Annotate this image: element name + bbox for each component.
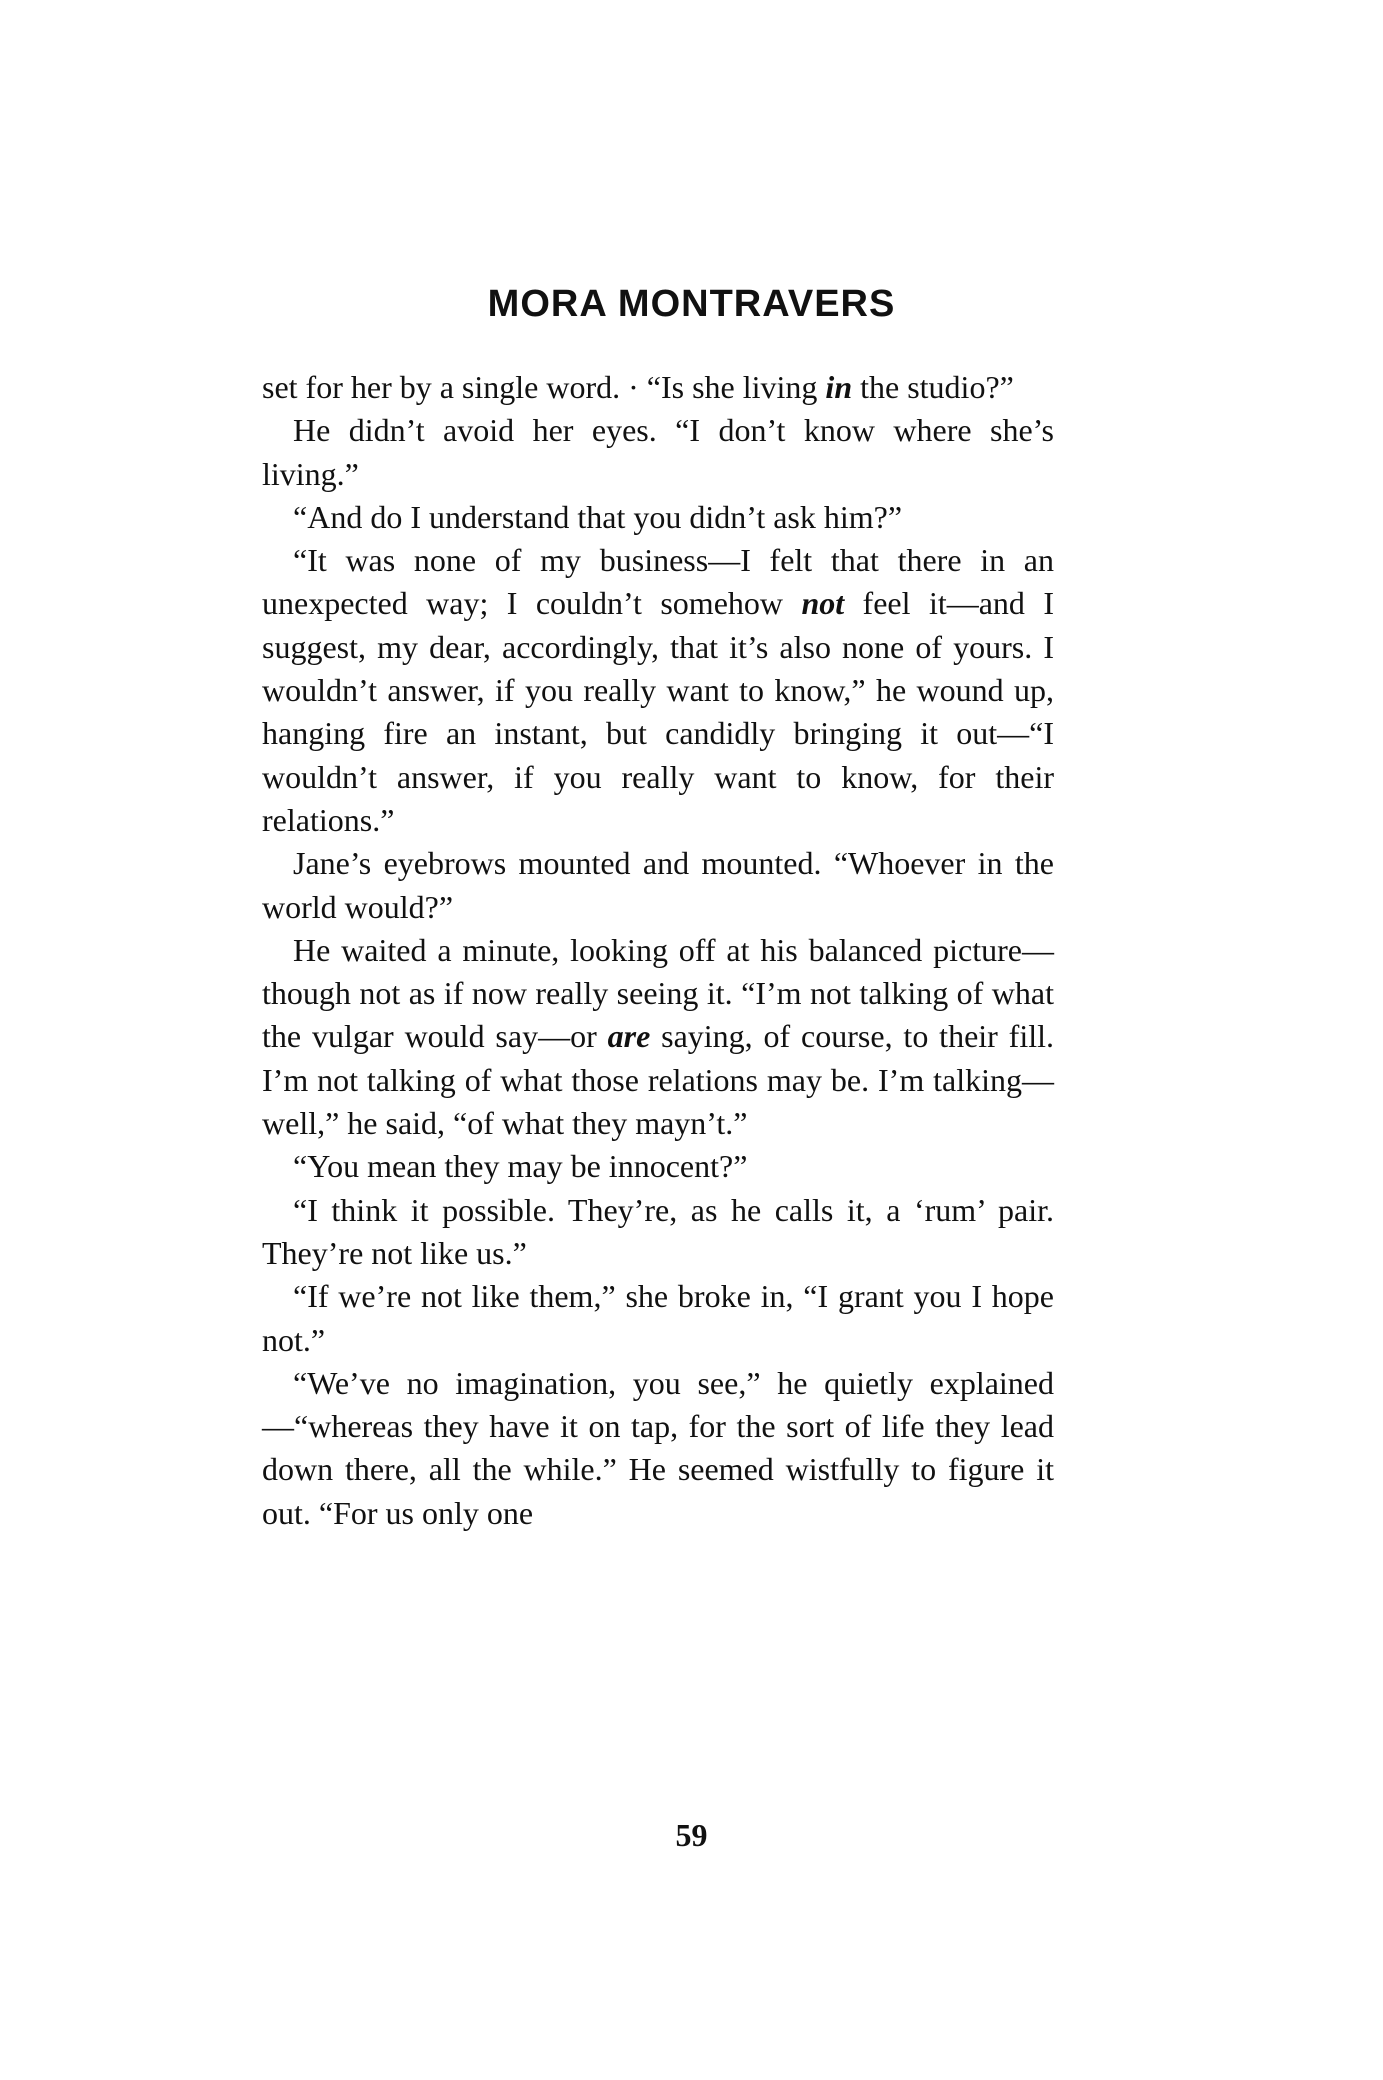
- paragraph: [262, 409, 1054, 496]
- paragraph: [262, 1275, 1054, 1362]
- paragraph: [262, 929, 1054, 1145]
- italic-run: not: [801, 585, 845, 622]
- text-run: set for her by a single word. · “Is she living: [262, 369, 826, 405]
- text-run: saying, of course, to their fill. I’m not talking of what those relations may be. I’m talking—well,” he said, “of what they mayn’t.”: [262, 1018, 1055, 1142]
- paragraph: [262, 366, 1054, 409]
- text-run: He waited a minute, looking off at his balanced picture—though not as if now really seeing it. “I’m not talking of what the vulgar would say—or: [262, 931, 1054, 1055]
- text-run: the studio?”: [852, 369, 1014, 405]
- text-run: “If we’re not like them,” she broke in, “I grant you I hope not.”: [262, 1278, 1054, 1358]
- page-number: 59: [675, 1817, 708, 1853]
- text-run: “I think it possible. They’re, as he calls it, a ‘rum’ pair. They’re not like us.”: [262, 1191, 1054, 1271]
- text-run: He didn’t avoid her eyes. “I don’t know where she’s living.”: [262, 412, 1054, 492]
- text-run: “You mean they may be innocent?”: [293, 1148, 748, 1185]
- paragraph: [262, 842, 1054, 929]
- italic-run: are: [607, 1018, 651, 1055]
- text-run: “We’ve no imagination, you see,” he quietly explained—“whereas they have it on tap, for the sort of life they lead down there, all the while.” He seemed wistfully to figure it out. “For us only one: [262, 1364, 1054, 1531]
- paragraph: [262, 1145, 1054, 1188]
- body-text: [262, 366, 1054, 1535]
- text-run: feel it—and I suggest, my dear, accordingly, that it’s also none of yours. I wouldn’t answer, if you really want to know,” he wound up, hanging fire an instant, but candidly bringing it out—“I wouldn’t answer, if you really want to know, for their relations.”: [262, 585, 1055, 838]
- paragraph: [262, 539, 1054, 842]
- paragraph: [262, 1189, 1054, 1276]
- text-run: “And do I understand that you didn’t ask him?”: [293, 498, 903, 535]
- text-run: Jane’s eyebrows mounted and mounted. “Whoever in the world would?”: [262, 845, 1054, 925]
- running-head-title: MORA MONTRAVERS: [487, 283, 896, 325]
- paragraph: [262, 1362, 1054, 1535]
- paragraph: [262, 496, 1054, 539]
- text-run: “It was none of my business—I felt that there in an unexpected way; I couldn’t somehow: [262, 542, 1054, 622]
- italic-run: in: [825, 369, 853, 405]
